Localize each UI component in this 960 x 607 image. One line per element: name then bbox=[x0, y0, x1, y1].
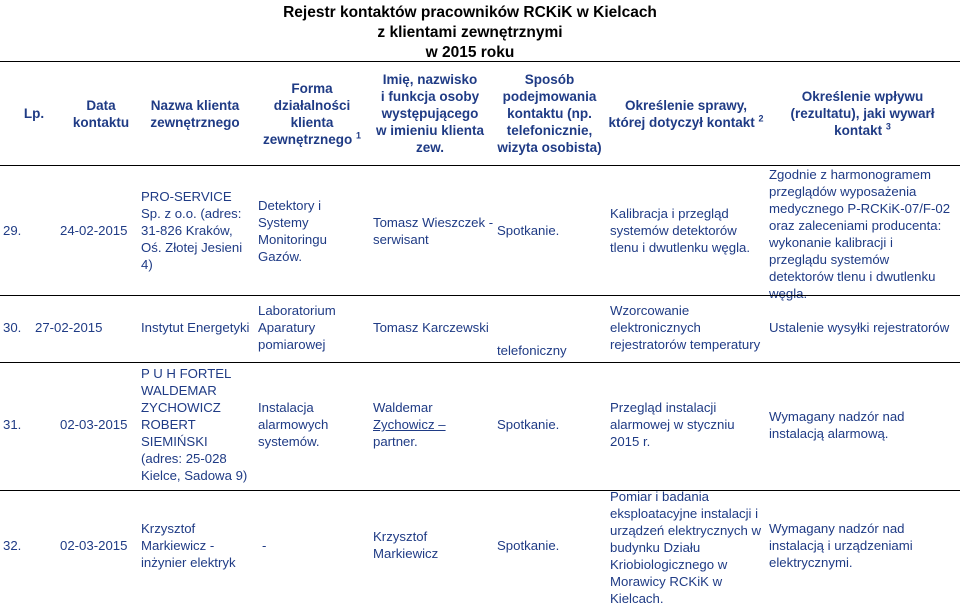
cell-date: 24-02-2015 bbox=[60, 223, 128, 238]
cell-person: Krzysztof Markiewicz bbox=[373, 529, 439, 561]
header-date: Data kontaktu bbox=[72, 97, 130, 130]
title-line-2: z klientami zewnętrznymi bbox=[377, 24, 563, 41]
cell-matter: Kalibracja i przegląd systemów detektorów tlenu i dwutlenku węgla. bbox=[610, 206, 751, 255]
cell-impact: Wymagany nadzór nad instalacją alarmową. bbox=[769, 408, 905, 441]
table-row bbox=[0, 296, 960, 362]
cell-form: - bbox=[262, 537, 267, 553]
cell-date: 02-03-2015 bbox=[60, 417, 128, 432]
document-title bbox=[0, 0, 960, 62]
cell-person-line-1: Waldemar bbox=[373, 400, 433, 415]
cell-client: P U H FORTEL WALDEMAR ZYCHOWICZ ROBERT SIEMIŃSKI (adres: 25-028 Kielce, Sadowa 9) bbox=[141, 366, 248, 483]
cell-person-line-3: partner. bbox=[373, 434, 418, 449]
cell-form: Laboratorium Aparatury pomiarowej bbox=[258, 302, 336, 352]
cell-person: Tomasz Karczewski bbox=[373, 319, 489, 335]
cell-date: 02-03-2015 bbox=[60, 537, 128, 553]
table-row bbox=[0, 363, 960, 490]
cell-method: telefoniczny bbox=[497, 343, 567, 358]
cell-form: Instalacja alarmowych systemów. bbox=[258, 400, 329, 449]
title-line-3: w 2015 roku bbox=[425, 44, 515, 61]
header-form: Forma działalności klienta zewnętrznego $^1$ bbox=[262, 80, 362, 147]
cell-impact: Zgodnie z harmonogramem przeglądów wyposażenia medycznego P-RCKiK-07/F-02 oraz zaleceniami producenta: wykonanie kalibracji i przeglądu systemów detektorów tlenu i dwutlenku węgla. bbox=[769, 167, 951, 301]
cell-client: Instytut Energetyki bbox=[141, 319, 250, 335]
cell-person bbox=[373, 399, 493, 450]
table-row bbox=[0, 166, 960, 301]
header-client: Nazwa klienta zewnętrznego bbox=[150, 97, 240, 130]
cell-client: PRO-SERVICE Sp. z o.o. (adres: 31-826 Kraków, Oś. Złotej Jesieni 4) bbox=[141, 189, 243, 272]
cell-lp: 29. bbox=[3, 223, 22, 238]
cell-person: Tomasz Wieszczek - serwisant bbox=[373, 214, 494, 247]
header-lp: Lp. bbox=[23, 106, 45, 121]
cell-method: Spotkanie. bbox=[497, 417, 560, 432]
cell-method: Spotkanie. bbox=[497, 537, 560, 553]
cell-date: 27-02-2015 bbox=[35, 319, 103, 335]
cell-matter: Wzorcowanie elektronicznych rejestratorów temperatury bbox=[610, 302, 761, 352]
table-header bbox=[0, 62, 960, 165]
cell-lp: 32. bbox=[3, 537, 22, 553]
header-matter: Określenie sprawy, której dotyczył kontakt $^2$ bbox=[608, 97, 764, 130]
header-method: Sposób podejmowania kontaktu (np. telefonicznie, wizyta osobista) bbox=[497, 72, 602, 155]
cell-method: Spotkanie. bbox=[497, 223, 560, 238]
header-impact: Określenie wpływu (rezultatu), jaki wywarł kontakt $^3$ bbox=[790, 89, 935, 138]
title-line-1: Rejestr kontaktów pracowników RCKiK w Kielcach bbox=[283, 4, 657, 21]
cell-impact: Ustalenie wysyłki rejestratorów bbox=[769, 319, 950, 335]
cell-person-line-2: Zychowicz – bbox=[373, 417, 446, 432]
table-row bbox=[0, 489, 960, 606]
cell-lp: 31. bbox=[3, 417, 22, 432]
cell-matter: Przegląd instalacji alarmowej w styczniu 2015 r. bbox=[610, 400, 735, 449]
header-person: Imię, nazwisko i funkcja osoby występującego w imieniu klienta zew. bbox=[375, 72, 485, 155]
cell-client: Krzysztof Markiewicz - inżynier elektryk bbox=[141, 520, 236, 570]
cell-impact: Wymagany nadzór nad instalacją i urządzeniami elektrycznymi. bbox=[769, 520, 913, 570]
cell-matter: Pomiar i badania eksploatacyjne instalacji i urządzeń elektrycznych w budynku Działu Kriobiologicznego w Morawicy RCKiK w Kielcach. bbox=[610, 489, 761, 606]
cell-form: Detektory i Systemy Monitoringu Gazów. bbox=[258, 197, 327, 264]
cell-lp: 30. bbox=[3, 319, 22, 335]
